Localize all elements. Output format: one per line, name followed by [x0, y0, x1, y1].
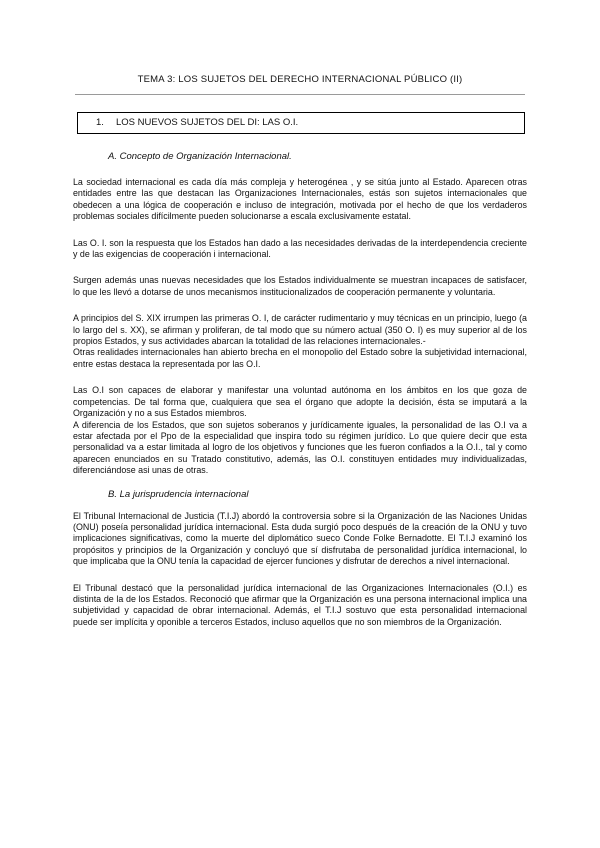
header-divider [75, 94, 525, 95]
paragraph: El Tribunal destacó que la personalidad jurídica internacional de las Organizaciones Internacionales (O.I.) es distinta de la de los Estados. Reconoció que afirmar que la Organización es una persona internacional implica una subjetividad y capacidad de obrar internacional. Además, el T.I.J sostuvo que esta personalidad internacional puede ser implícita y oponible a terceros Estados, incluso aquellos que no son miembros de la Organización. [73, 582, 527, 627]
page-header-title: TEMA 3: LOS SUJETOS DEL DERECHO INTERNACIONAL PÚBLICO (II) [137, 74, 463, 85]
paragraph: Otras realidades internacionales han abierto brecha en el monopolio del Estado sobre la subjetividad internacional, entre estas destaca la representada por las O.I. [73, 347, 527, 369]
subsection-a-heading: A. Concepto de Organización Internacional. [108, 151, 292, 162]
section-number: 1. [96, 117, 104, 128]
paragraph: A diferencia de los Estados, que son sujetos soberanos y jurídicamente iguales, la personalidad de las O.I va a estar afectada por el Ppo de la especialidad que inspira todo su régimen jurídico. Lo que quiere decir que esta personalidad va a estar limitada al logro de los objetivos y funciones que les fueron confiados a la O.I., tal y como aparecen enunciados en su Tratado constitutivo, además, las O.I. constituyen entidades muy individualizadas, diferenciándose asi unas de otras. [73, 419, 527, 476]
paragraph: Las O. I. son la respuesta que los Estados han dado a las necesidades derivadas de la interdependencia creciente y de las exigencias de cooperación i internacional. [73, 237, 527, 260]
paragraph: A principios del S. XIX irrumpen las primeras O. I, de carácter rudimentario y muy técnicas en un principio, luego (a lo largo del s. XX), se afirman y proliferan, de tal modo que su número actual (350 O. I) es muy superior al de los propios Estados, y sus actividades abarcan la totalidad de las relaciones internacionales.- [73, 313, 527, 347]
paragraph: Las O.I son capaces de elaborar y manifestar una voluntad autónoma en los ámbitos en los que goza de competencias. De tal forma que, cualquiera que sea el órgano que adopte la decisión, ésta se imputará a la Organización y no a sus Estados miembros. [73, 385, 527, 419]
subsection-b-heading: B. La jurisprudencia internacional [108, 488, 249, 500]
paragraph: Surgen además unas nuevas necesidades que los Estados individualmente se muestran incapaces de satisfacer, lo que les llevó a dotarse de unos mecanismos institucionalizados de cooperación permanente y voluntaria. [73, 275, 527, 297]
section-title: LOS NUEVOS SUJETOS DEL DI: LAS O.I. [116, 117, 299, 128]
document-body [73, 177, 527, 628]
section-heading-box [77, 112, 525, 134]
paragraph: La sociedad internacional es cada día más compleja y heterogénea , y se sitúa junto al Estado. Aparecen otras entidades entre las que destacan las Organizaciones Internacionales, estás son sujetos internacionales que obedecen a una lógica de cooperación e incluso de integración, motivada por el hecho de que los verdaderos problemas sociales difícilmente pueden solucionarse a escala exclusivamente estatal. [73, 177, 527, 222]
paragraph: El Tribunal Internacional de Justicia (T.I.J) abordó la controversia sobre si la Organización de las Naciones Unidas (ONU) poseía personalidad jurídica internacional. Esta duda surgió poco después de la creación de la ONU y tuvo implicaciones significativas, como la muerte del diplomático sueco Conde Folke Bernadotte. El T.I.J examinó los propósitos y principios de la Organización y concluyó que sí disfrutaba de personalidad jurídica internacional, lo que implicaba que la ONU tenía la capacidad de ejercer funciones y disfrutar de derechos a nivel internacional. [73, 510, 527, 567]
